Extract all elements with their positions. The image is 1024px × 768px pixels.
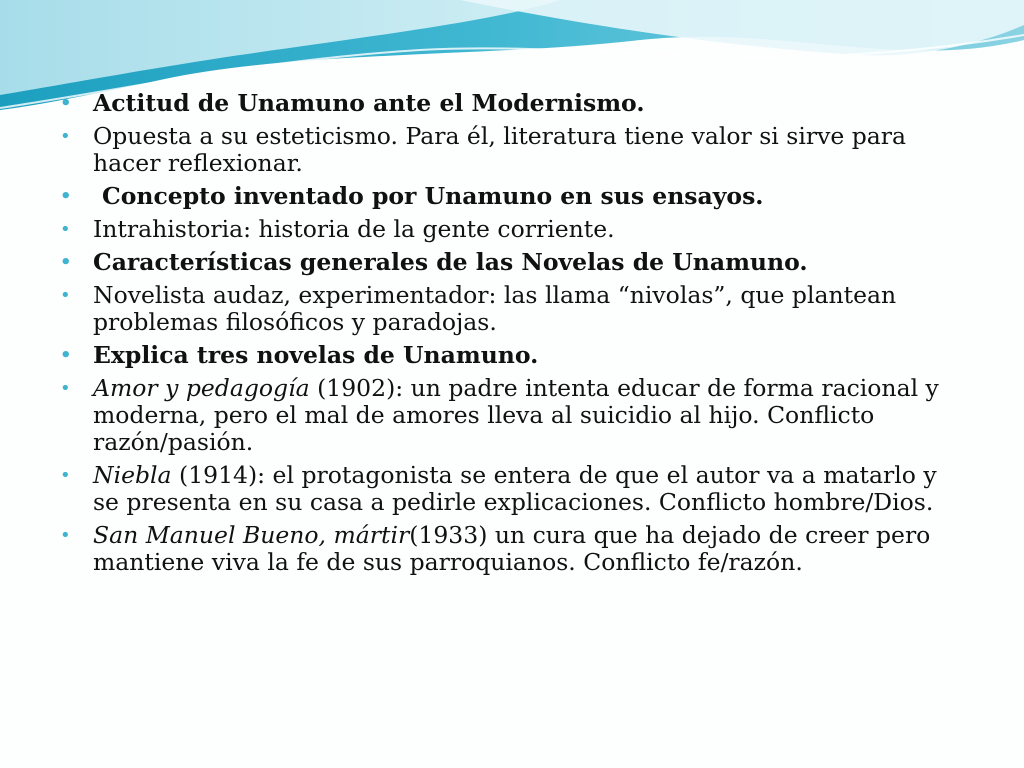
bullet-item-4: • Intrahistoria: historia de la gente corriente. [60,216,960,243]
novel-title: Amor y pedagogía [93,374,310,402]
bullet-item-7: • Explica tres novelas de Unamuno. [60,342,960,369]
bullet-item-5: • Características generales de las Novelas de Unamuno. [60,249,960,276]
novel-description: (1933) un cura que ha dejado de creer pero mantiene viva la fe de sus parroquianos. Conflicto fe/razón. [93,521,931,576]
bullet-item-6: • Novelista audaz, experimentador: las llama “nivolas”, que plantean problemas filosóficos y paradojas. [60,282,960,336]
novel-title: Niebla [93,461,172,489]
bullet-list [60,90,960,582]
bullet-item-2: • Opuesta a su esteticismo. Para él, literatura tiene valor si sirve para hacer reflexionar. [60,123,960,177]
bullet-item-8 [60,375,960,456]
bullet-item-1: • Actitud de Unamuno ante el Modernismo. [60,90,960,117]
bullet-item-9 [60,462,960,516]
novel-description: (1914): el protagonista se entera de que el autor va a matarlo y se presenta en su casa a pedirle explicaciones. Conflicto hombre/Dios. [93,461,937,516]
bullet-item-3 [60,183,960,210]
novel-title: San Manuel Bueno, mártir [93,521,410,549]
bullet-item-10 [60,522,960,576]
bullet-text: Concepto inventado por Unamuno en sus ensayos. [102,182,764,210]
novel-description: (1902): un padre intenta educar de forma racional y moderna, pero el mal de amores lleva al suicidio al hijo. Conflicto razón/pasión. [93,374,939,456]
